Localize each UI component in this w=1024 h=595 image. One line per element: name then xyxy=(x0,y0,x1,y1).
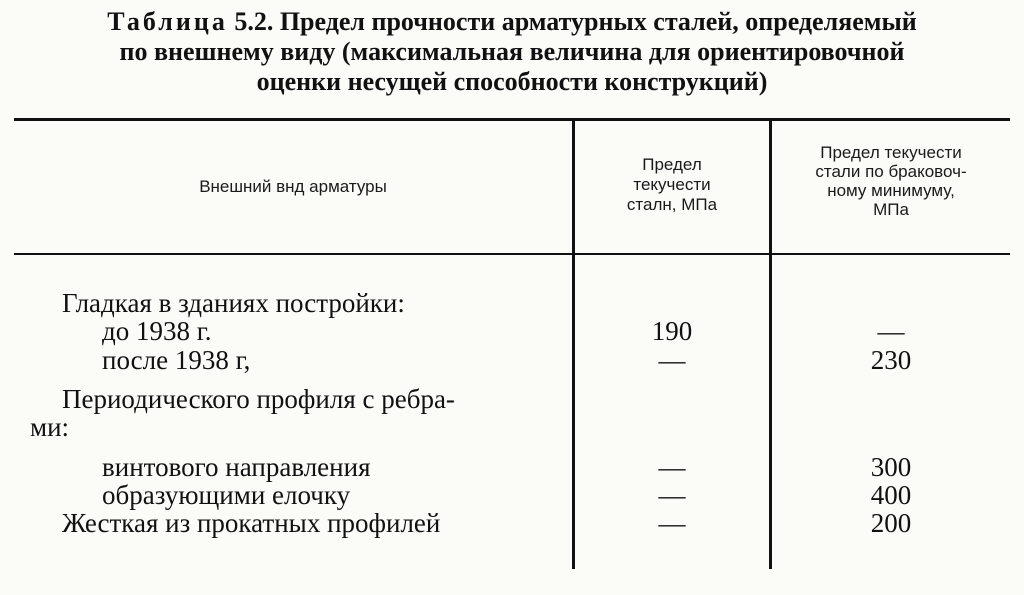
min-yield-value: 300 xyxy=(870,452,912,482)
caption-number: 5.2. xyxy=(234,7,274,36)
header-bottom-rule xyxy=(14,253,1010,255)
min-yield-value: 230 xyxy=(870,345,912,375)
header-min-yield-strength: Предел текучести стали по браковоч- ному минимуму, МПа xyxy=(815,143,967,219)
table-row: Гладкая в зданиях постройки: xyxy=(62,288,405,318)
table-row: ми: xyxy=(30,412,70,442)
yield-value: 190 xyxy=(651,316,693,346)
table-row: до 1938 г. xyxy=(102,316,212,346)
header-yield-strength: Предел текучести сталн, МПа xyxy=(626,155,718,214)
top-rule xyxy=(14,118,1010,121)
yield-value: — xyxy=(658,345,686,375)
table-row: винтового направления xyxy=(102,452,371,482)
table-row: после 1938 г, xyxy=(102,345,251,375)
table-row: Жесткая из прокатных профилей xyxy=(62,508,441,538)
yield-value: — xyxy=(658,508,686,538)
min-yield-value: 200 xyxy=(870,508,912,538)
caption-label: Таблица xyxy=(107,7,228,36)
table-row: образующими елочку xyxy=(102,480,351,510)
table-row: Периодического профиля с ребра- xyxy=(62,384,455,414)
min-yield-value: — xyxy=(877,316,905,346)
caption-line-2: по внешнему виду (максимальная величина для ориентировочной xyxy=(119,37,905,66)
caption-text-1: Предел прочности арматурных сталей, определяемый xyxy=(279,7,917,36)
caption-line-1 xyxy=(10,6,1014,37)
header-appearance: Внешний внд арматуры xyxy=(199,177,387,196)
min-yield-value: 400 xyxy=(870,480,912,510)
yield-value: — xyxy=(658,480,686,510)
caption-line-3: оценки несущей способности конструкций) xyxy=(256,67,768,96)
yield-value: — xyxy=(658,452,686,482)
